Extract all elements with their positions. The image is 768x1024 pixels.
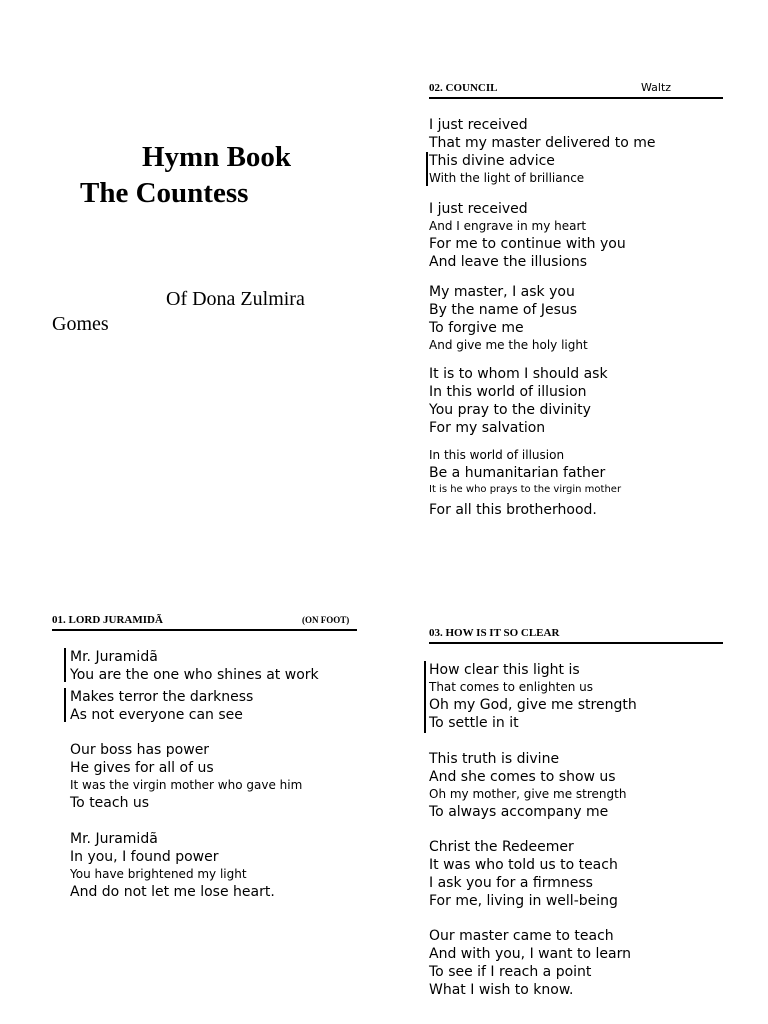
lyric-line: This truth is divine [429, 751, 560, 767]
lyric-line: By the name of Jesus [429, 302, 578, 318]
lyric-line: For me, living in well-being [429, 893, 618, 909]
lyric-line: Mr. Juramidã [70, 649, 158, 665]
lyric-line: To settle in it [429, 715, 519, 731]
lyric-line: In this world of illusion [429, 448, 565, 462]
hymn-03-stanza-1 [429, 661, 637, 732]
lyric-line: I ask you for a firmness [429, 875, 593, 891]
lyric-line: I just received [429, 117, 528, 133]
hymn-03-stanza-2 [429, 750, 626, 821]
book-title-line1: Hymn Book [142, 141, 292, 173]
lyric-line: It is to whom I should ask [429, 366, 608, 382]
repeat-bar [424, 661, 426, 733]
lyric-line: You are the one who shines at work [70, 667, 319, 683]
lyric-line: And do not let me lose heart. [70, 884, 275, 900]
lyric-line: Oh my God, give me strength [429, 697, 637, 713]
lyric-line: It was the virgin mother who gave him [70, 778, 303, 792]
lyric-line: Our boss has power [70, 742, 210, 758]
repeat-bar [426, 152, 428, 186]
lyric-line: Oh my mother, give me strength [429, 787, 627, 801]
lyric-line: And I engrave in my heart [429, 219, 587, 233]
lyric-line: And with you, I want to learn [429, 946, 631, 962]
lyric-line: For all this brotherhood. [429, 502, 597, 518]
hymn-02-stanza-5 [429, 447, 621, 519]
lyric-line: You pray to the divinity [429, 402, 591, 418]
lyric-line: It was who told us to teach [429, 857, 618, 873]
lyric-line: To forgive me [429, 320, 524, 336]
hymn-02-stanza-2 [429, 200, 626, 271]
lyric-line: How clear this light is [429, 662, 580, 678]
hymn-03-header [429, 626, 723, 644]
book-title-line2: The Countess [80, 177, 249, 209]
lyric-line: In you, I found power [70, 849, 219, 865]
lyric-line: In this world of illusion [429, 384, 587, 400]
lyric-line: With the light of brilliance [429, 171, 585, 185]
hymn-03-stanza-4 [429, 927, 631, 999]
lyric-line: My master, I ask you [429, 284, 575, 300]
lyric-line: Our master came to teach [429, 928, 614, 944]
hymn-02-stanza-3 [429, 283, 588, 354]
lyric-line: To always accompany me [429, 804, 609, 820]
hymn-02-title: 02. COUNCIL [429, 82, 498, 94]
lyric-line: For me to continue with you [429, 236, 626, 252]
hymn-02-stanza-1 [429, 116, 655, 187]
lyric-line: That comes to enlighten us [429, 680, 593, 694]
hymn-01-stanza-2 [70, 741, 302, 812]
lyric-line: What I wish to know. [429, 982, 574, 998]
lyric-line: I just received [429, 201, 528, 217]
hymn-03-title: 03. HOW IS IT SO CLEAR [429, 627, 560, 639]
lyric-line: That my master delivered to me [429, 135, 656, 151]
hymn-02-stanza-4 [429, 365, 608, 437]
lyric-line: To teach us [70, 795, 150, 811]
lyric-line: And leave the illusions [429, 254, 588, 270]
hymn-01-title: 01. LORD JURAMIDÃ [52, 614, 163, 626]
hymn-01-header [52, 613, 357, 631]
repeat-bar [64, 688, 66, 722]
repeat-bar [64, 648, 66, 682]
lyric-line: Be a humanitarian father [429, 465, 606, 481]
lyric-line: This divine advice [429, 153, 555, 169]
lyric-line: Makes terror the darkness [70, 689, 254, 705]
lyric-line: For my salvation [429, 420, 546, 436]
hymn-01-stanza-3 [70, 830, 275, 901]
lyric-line: You have brightened my light [70, 867, 247, 881]
lyric-line: And she comes to show us [429, 769, 616, 785]
lyric-line: It is he who prays to the virgin mother [429, 484, 622, 495]
hymn-03-stanza-3 [429, 838, 618, 910]
hymn-01-style: (ON FOOT) [302, 615, 350, 625]
lyric-line: Christ the Redeemer [429, 839, 574, 855]
lyric-line: To see if I reach a point [429, 964, 592, 980]
hymn-02-style: Waltz [641, 81, 672, 94]
lyric-line: And give me the holy light [429, 338, 588, 352]
book-subtitle-line2: Gomes [52, 313, 109, 335]
lyric-line: As not everyone can see [70, 707, 243, 723]
lyric-line: Mr. Juramidã [70, 831, 158, 847]
lyric-line: He gives for all of us [70, 760, 214, 776]
book-subtitle-line1: Of Dona Zulmira [166, 288, 305, 310]
hymn-02-header [429, 81, 723, 99]
hymn-01-stanza-1 [70, 648, 319, 724]
